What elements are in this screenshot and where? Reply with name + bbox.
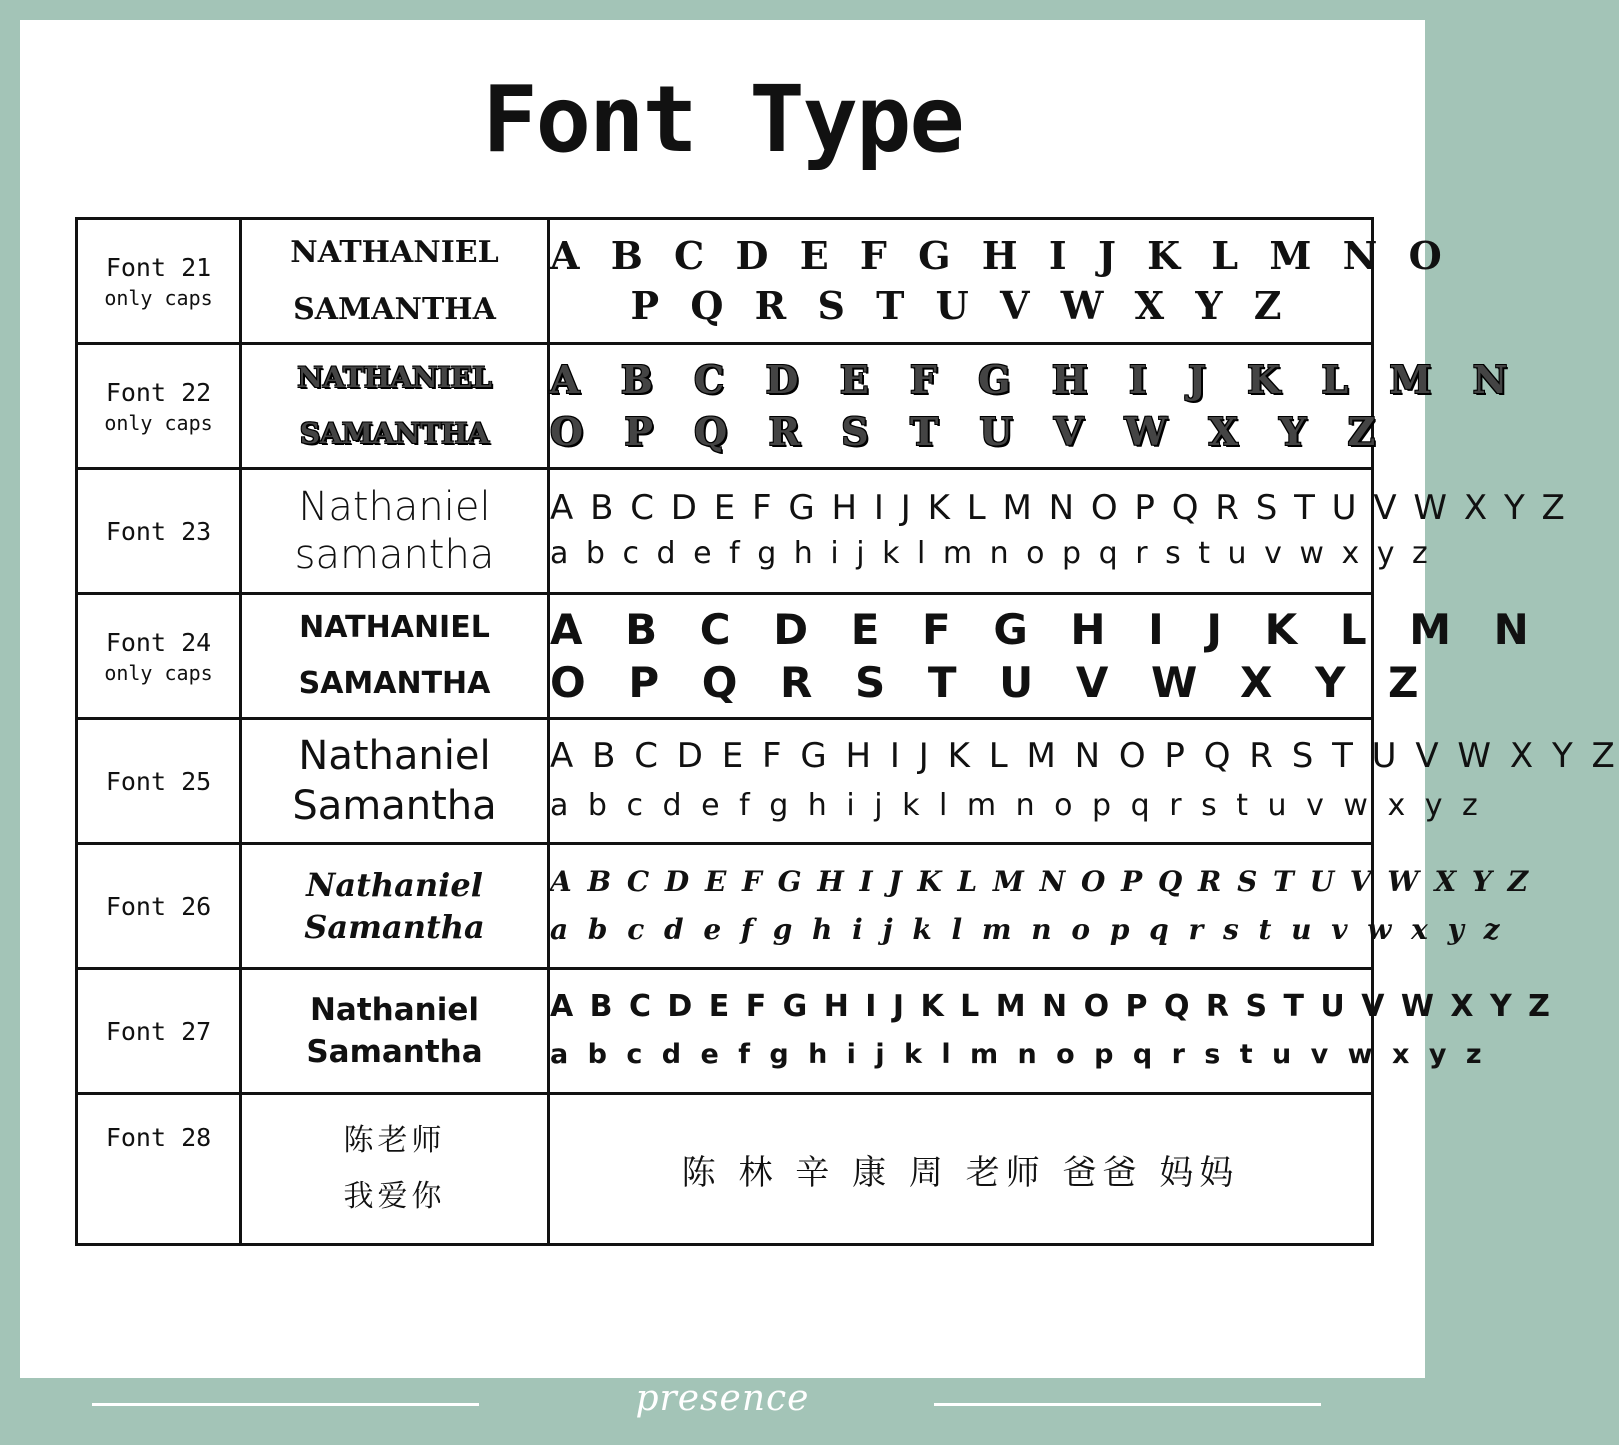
font-name: Font 24 xyxy=(105,627,212,657)
alphabet-line: a b c d e f g h i j k l m n o p q r s t u v w x y z xyxy=(550,788,1483,823)
sample-line: SAMANTHA xyxy=(293,292,496,327)
font-label-cell xyxy=(77,719,241,844)
font-alphabet-cell xyxy=(549,219,1451,344)
font-sample-cell xyxy=(241,1094,549,1245)
alphabet-line: O P Q R S T U V W X Y Z xyxy=(550,409,1390,454)
sample-line: Nathaniel xyxy=(306,866,483,904)
alphabet-line: 陈 林 辛 康 周 老师 爸爸 妈妈 xyxy=(681,1152,1240,1193)
alphabet-line: a b c d e f g h i j k l m n o p q r s t u v w x y z xyxy=(550,913,1505,946)
font-row-21 xyxy=(77,219,1373,344)
alphabet-line: A B C D E F G H I J K L M N xyxy=(550,357,1522,402)
font-label-cell xyxy=(77,1094,241,1245)
alphabet-line: a b c d e f g h i j k l m n o p q r s t u v w x y z xyxy=(550,1039,1487,1070)
sample-line: SAMANTHA xyxy=(298,666,491,701)
font-sample-cell xyxy=(241,344,549,469)
font-alphabet-cell xyxy=(549,719,1619,844)
font-row-28 xyxy=(77,1094,1373,1245)
sample-line: SAMANTHA xyxy=(299,417,490,450)
font-sample-cell xyxy=(241,719,549,844)
font-sample-cell xyxy=(241,219,549,344)
font-row-22 xyxy=(77,344,1373,469)
font-alphabet-cell xyxy=(549,344,1522,469)
font-alphabet-cell xyxy=(549,594,1543,719)
font-name: Font 21 xyxy=(105,252,212,282)
font-sample-cell xyxy=(241,469,549,594)
sample-line: NATHANIEL xyxy=(299,610,490,645)
font-name: Font 26 xyxy=(105,891,212,921)
sample-line: Samantha xyxy=(306,1034,483,1070)
font-label-cell xyxy=(77,844,241,969)
font-name: Font 23 xyxy=(105,516,212,546)
font-sample-cell xyxy=(241,969,549,1094)
alphabet-line: O P Q R S T U V W X Y Z xyxy=(550,658,1433,707)
alphabet-line: A B C D E F G H I J K L M N O P Q R S T U V W X Y Z xyxy=(550,865,1532,898)
font-alphabet-cell xyxy=(549,969,1553,1094)
font-row-26 xyxy=(77,844,1373,969)
alphabet-line: a b c d e f g h i j k l m n o p q r s t u v w x y z xyxy=(550,536,1432,571)
sample-line: NATHANIEL xyxy=(297,361,492,394)
page-title: Font Type xyxy=(482,66,963,173)
font-label-cell xyxy=(77,219,241,344)
alphabet-line: A B C D E F G H I J K L M N O P Q R S T U V W X Y Z xyxy=(550,989,1553,1024)
font-row-25 xyxy=(77,719,1373,844)
sample-line: Nathaniel xyxy=(298,733,491,779)
font-alphabet-cell xyxy=(549,469,1568,594)
font-note: only caps xyxy=(104,660,213,685)
footer-divider-left xyxy=(92,1403,479,1406)
font-alphabet-cell xyxy=(549,1094,1373,1245)
alphabet-line: A B C D E F G H I J K L M N O P Q R S T U V W X Y Z xyxy=(550,488,1568,528)
sample-line: Nathaniel xyxy=(309,992,480,1028)
font-name: Font 25 xyxy=(105,766,212,796)
sample-line: Nathaniel xyxy=(298,484,491,530)
sample-line: 陈老师 xyxy=(343,1123,446,1158)
brand-logo: presence xyxy=(635,1378,810,1419)
font-label-cell xyxy=(77,969,241,1094)
footer-divider-right xyxy=(934,1403,1321,1406)
font-sample-cell xyxy=(241,844,549,969)
sample-line: 我爱你 xyxy=(343,1179,446,1214)
alphabet-line: P Q R S T U V W X Y Z xyxy=(630,283,1291,328)
sample-line: Samantha xyxy=(292,783,497,829)
font-note: only caps xyxy=(104,410,213,435)
font-table xyxy=(75,217,1619,1246)
sample-line: samantha xyxy=(294,532,495,578)
alphabet-line: A B C D E F G H I J K L M N xyxy=(550,605,1543,654)
font-name: Font 22 xyxy=(105,377,212,407)
font-name: Font 27 xyxy=(105,1016,212,1046)
sample-line: Samantha xyxy=(304,908,485,946)
font-row-24 xyxy=(77,594,1373,719)
font-sample-cell xyxy=(241,594,549,719)
font-card xyxy=(20,20,1619,1378)
font-note: only caps xyxy=(104,285,213,310)
sample-line: NATHANIEL xyxy=(290,235,499,270)
font-label-cell xyxy=(77,594,241,719)
alphabet-line: A B C D E F G H I J K L M N O xyxy=(550,233,1451,278)
font-label-cell xyxy=(77,344,241,469)
font-name: Font 28 xyxy=(105,1123,212,1152)
font-row-23 xyxy=(77,469,1373,594)
font-label-cell xyxy=(77,469,241,594)
font-row-27 xyxy=(77,969,1373,1094)
alphabet-line: A B C D E F G H I J K L M N O P Q R S T U V W X Y Z xyxy=(550,736,1619,776)
font-alphabet-cell xyxy=(549,844,1532,969)
